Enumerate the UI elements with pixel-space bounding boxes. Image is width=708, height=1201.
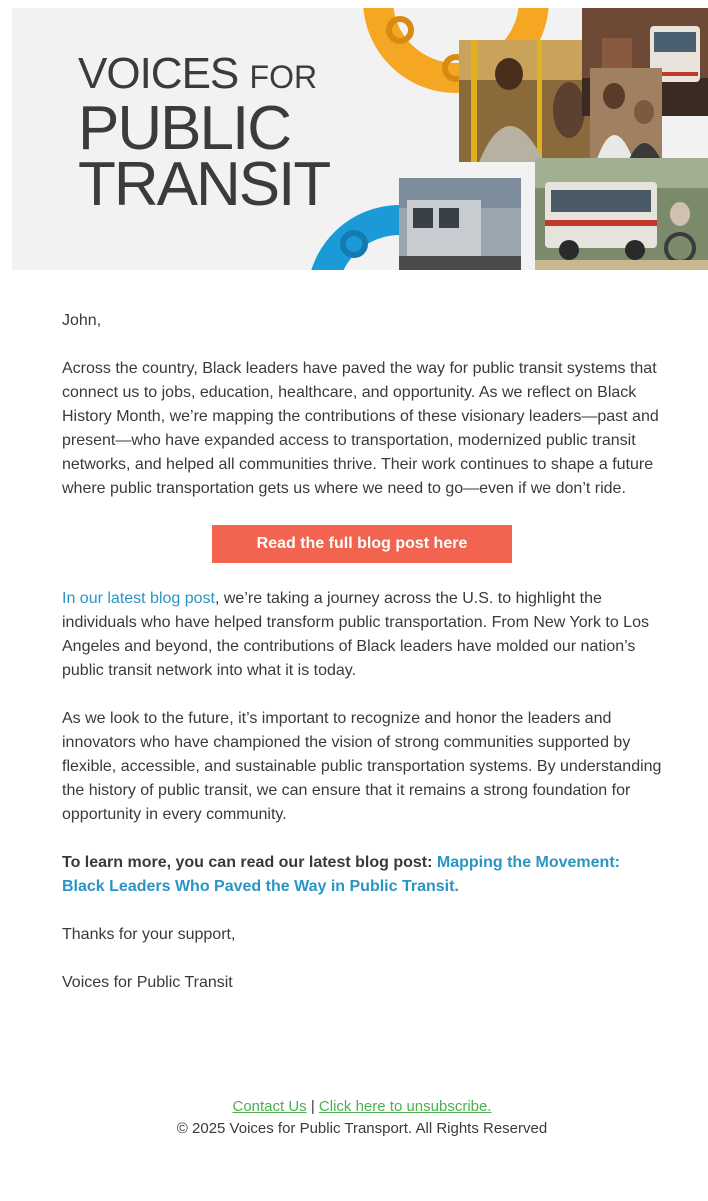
blog-post-paragraph — [62, 587, 664, 683]
blog-post-paragraph-text: , we’re taking a journey across the U.S. to highlight the individuals who have helped transform public transportation. From New York to Los Angeles and beyond, the contributions of Black leaders have molded our nation’s public transit network into what it is today. — [62, 590, 649, 679]
header-banner — [12, 8, 708, 270]
unsubscribe-link[interactable]: Click here to unsubscribe. — [318, 1098, 492, 1115]
logo-word-transit: TRANSIT — [78, 150, 330, 219]
latest-blog-post-link[interactable]: In our latest blog post — [62, 590, 215, 607]
learn-more-paragraph — [62, 851, 664, 899]
future-paragraph: As we look to the future, it’s important to recognize and honor the leaders and innovators who have championed the vision of strong communities supported by flexible, accessible, and sustainable public transportation systems. By understanding the history of public transit, we can ensure that it remains a strong foundation for opportunity in every community. — [62, 710, 662, 823]
footer-links — [0, 1096, 708, 1118]
mapping-the-movement-link[interactable]: Mapping the Movement: Black Leaders Who Paved the Way in Public Transit. — [62, 854, 620, 895]
voices-for-public-transit-logo — [78, 49, 330, 219]
photo-accessible-bus — [535, 158, 708, 270]
email-footer — [0, 1096, 708, 1140]
footer-separator: | — [306, 1098, 319, 1115]
read-full-blog-post-button[interactable]: Read the full blog post here — [212, 525, 512, 563]
greeting: John, — [62, 312, 102, 329]
contact-us-link[interactable]: Contact Us — [232, 1098, 307, 1115]
logo-word-for: FOR — [249, 59, 318, 95]
copyright: © 2025 Voices for Public Transport. All Rights Reserved — [176, 1120, 548, 1137]
logo-word-voices: VOICES — [78, 49, 239, 98]
photo-elevated-train — [399, 178, 521, 270]
email-body — [62, 309, 664, 1019]
signature: Voices for Public Transit — [62, 974, 233, 991]
learn-more-prefix: To learn more, you can read our latest blog post: — [62, 854, 437, 871]
photo-riders-onboard — [590, 68, 662, 162]
intro-paragraph: Across the country, Black leaders have paved the way for public transit systems that connect us to jobs, education, healthcare, and opportunity. As we reflect on Black History Month, we’re mapping the contributions of these visionary leaders—past and present—who have expanded access to transportation, modernized public transit networks, and helped all communities thrive. Their work continues to shape a future where public transportation gets us where we need to go—even if we don’t ride. — [62, 360, 659, 497]
thanks-line: Thanks for your support, — [62, 926, 236, 943]
cta-container — [62, 525, 664, 563]
logo-word-public: PUBLIC — [78, 94, 290, 163]
photo-rider-smiling — [459, 40, 591, 162]
